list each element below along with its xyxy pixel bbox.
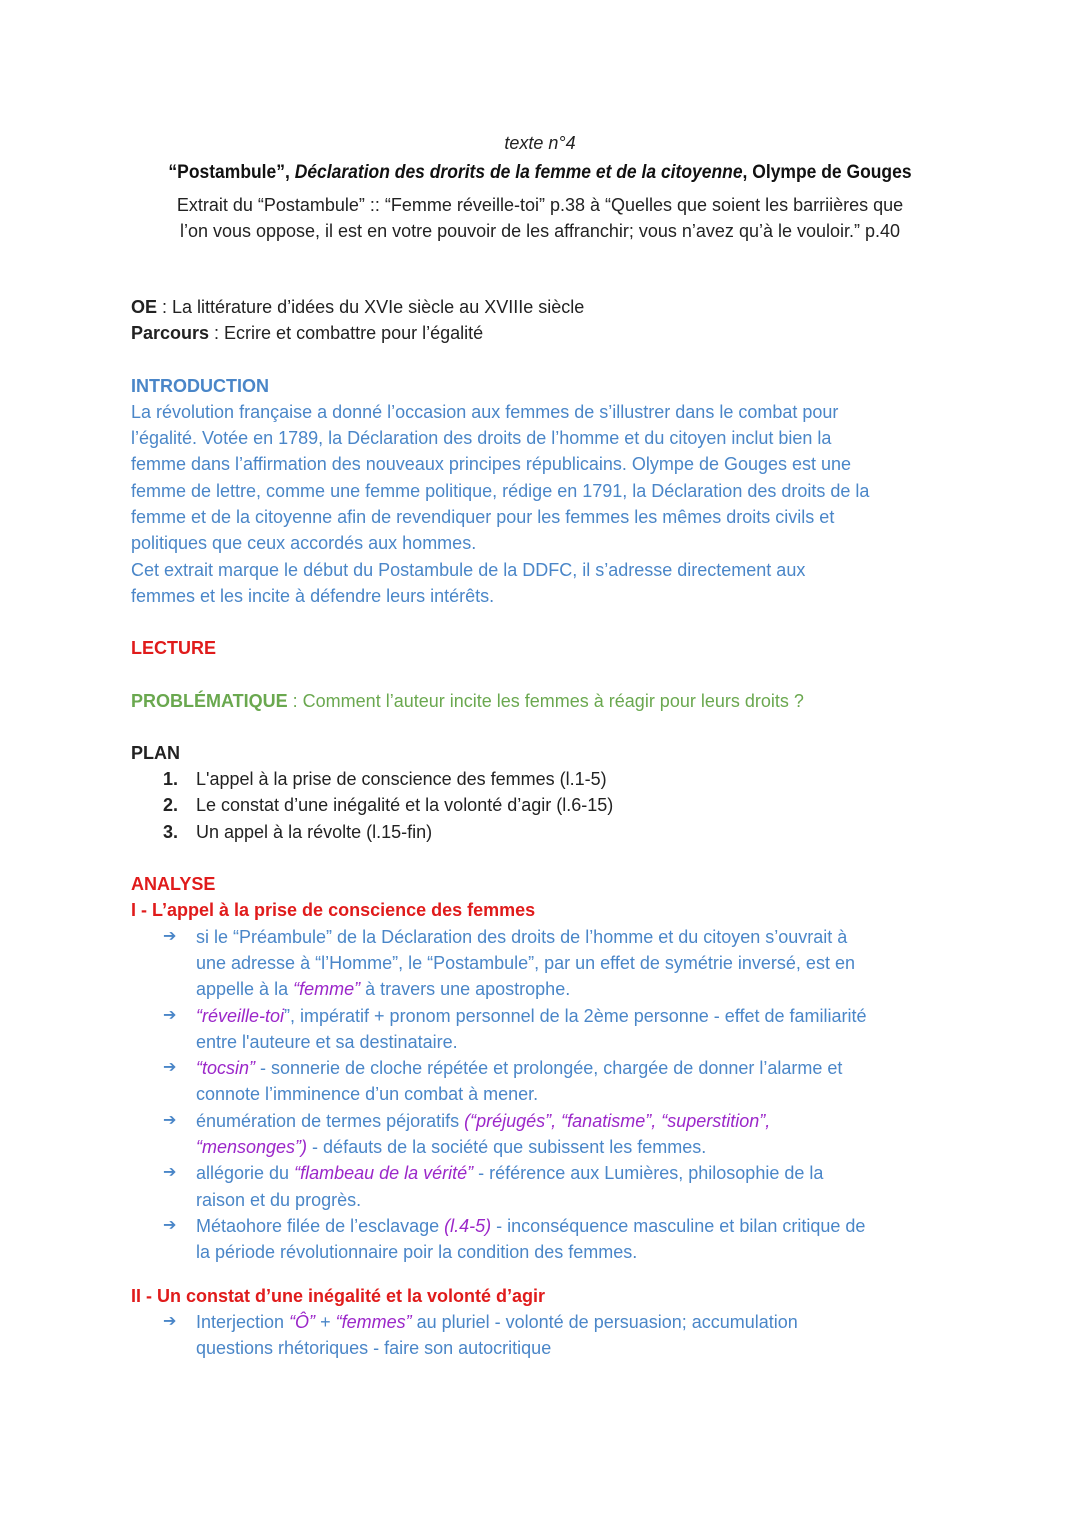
bullet-line: une adresse à “l’Homme”, le “Postambule”, par un effet de symétrie inversé, est en [196, 952, 855, 973]
bullet-text: - inconséquence masculine et bilan critique de [491, 1215, 866, 1236]
problematique [131, 688, 961, 714]
plan-list [131, 766, 961, 845]
quote: “tocsin” [196, 1058, 256, 1079]
arrow-right-icon: ➔ [163, 1111, 177, 1129]
bullet-text: énumération de termes péjoratifs [196, 1110, 465, 1131]
intro-line: femme et de la citoyenne afin de revendiquer pour les femmes les mêmes droits civils et [131, 507, 835, 528]
oe-line [131, 294, 961, 320]
plan-heading: PLAN [131, 742, 180, 763]
bullet-text: Métaohore filée de l’esclavage [196, 1215, 445, 1236]
arrow-right-icon: ➔ [163, 1164, 177, 1182]
text-number: texte n°4 [504, 133, 576, 153]
part2-title: II - Un constat d’une inégalité et la volonté d’agir [131, 1285, 546, 1306]
intro-line: l’égalité. Votée en 1789, la Déclaration des droits de l’homme et du citoyen inclut bien la [131, 428, 832, 449]
quote: “flambeau de la vérité” [294, 1163, 474, 1184]
part2-bullets [131, 1309, 961, 1362]
problematique-label: PROBLÉMATIQUE [131, 690, 288, 711]
analysis-bullet [163, 1055, 961, 1108]
bullet-line [196, 1213, 961, 1239]
quote: (“préjugés”, “fanatisme”, “superstition”, [464, 1110, 771, 1131]
title-italic: Déclaration des drorits de la femme et de la citoyenne [294, 162, 743, 183]
parcours-line [131, 320, 961, 346]
plan-item-text: Le constat d’une inégalité et la volonté d’agir (l.6-15) [196, 795, 614, 816]
quote: “femmes” [335, 1311, 412, 1332]
bullet-line: questions rhétoriques - faire son autocritique [196, 1338, 552, 1359]
bullet-line [196, 1160, 961, 1186]
part1-title: I - L’appel à la prise de conscience des femmes [131, 900, 536, 921]
extract-line: Extrait du “Postambule” :: “Femme réveille-toi” p.38 à “Quelles que soient les barriières que [176, 195, 904, 215]
part1-bullets [131, 924, 961, 1266]
intro-line: femme de lettre, comme une femme politique, rédige en 1791, la Déclaration des droits de la [131, 480, 870, 501]
intro-line: femmes et les incite à défendre leurs intérêts. [131, 585, 495, 606]
bullet-text: à travers une apostrophe. [360, 979, 571, 1000]
bullet-line: entre l'auteure et sa destinataire. [196, 1031, 458, 1052]
bullet-text: - défauts de la société que subissent les femmes. [307, 1137, 707, 1158]
analysis-bullet [163, 1309, 961, 1362]
quote: “Ô” [289, 1311, 316, 1332]
plan-item-number: 2. [163, 795, 179, 816]
title-part2: , Olympe de Gouges [742, 162, 912, 183]
bullet-line [196, 1134, 961, 1160]
plan-item [163, 819, 961, 845]
bullet-text: au pluriel - volonté de persuasion; accumulation [411, 1311, 798, 1332]
document-body [131, 294, 961, 1361]
arrow-right-icon: ➔ [163, 1312, 177, 1330]
bullet-text: allégorie du [196, 1163, 295, 1184]
arrow-right-icon: ➔ [163, 1059, 177, 1077]
plan-item [163, 766, 961, 792]
plan-item-number: 3. [163, 821, 179, 842]
oe-text: : La littérature d’idées du XVIe siècle au XVIIIe siècle [157, 297, 585, 317]
bullet-line [196, 976, 961, 1002]
bullet-line: raison et du progrès. [196, 1189, 362, 1210]
bullet-text: appelle à la [196, 979, 294, 1000]
bullet-line [196, 1309, 961, 1335]
analyse-heading: ANALYSE [131, 874, 216, 895]
analysis-bullet [163, 1003, 961, 1056]
arrow-right-icon: ➔ [163, 1006, 177, 1024]
bullet-line [196, 1003, 961, 1029]
extract-line: l’on vous oppose, il est en votre pouvoir de les affranchir; vous n’avez qu’à le vouloir.” p.40 [179, 221, 901, 241]
quote: “mensonges”) [196, 1137, 308, 1158]
bullet-text: - sonnerie de cloche répétée et prolongée, chargée de donner l’alarme et [255, 1058, 843, 1079]
analysis-bullet [163, 1108, 961, 1161]
intro-line: politiques que ceux accordés aux hommes. [131, 533, 477, 554]
oe-label: OE [131, 297, 158, 317]
bullet-line [196, 1055, 961, 1081]
document-header [0, 130, 1080, 244]
document-title [43, 158, 1037, 188]
parcours-label: Parcours [131, 323, 210, 344]
introduction-heading: INTRODUCTION [131, 375, 269, 396]
bullet-line: connote l’imminence d’un combat à mener. [196, 1084, 539, 1105]
extract-reference [0, 192, 1080, 244]
intro-line: La révolution française a donné l’occasion aux femmes de s’illustrer dans le combat pour [131, 401, 839, 422]
intro-line: femme dans l’affirmation des nouveaux principes républicains. Olympe de Gouges est une [131, 454, 852, 475]
problematique-text: : Comment l’auteur incite les femmes à réagir pour leurs droits ? [287, 690, 804, 711]
bullet-text: - référence aux Lumières, philosophie de la [473, 1163, 824, 1184]
plan-item [163, 792, 961, 818]
bullet-line: la période révolutionnaire poir la condition des femmes. [196, 1242, 638, 1263]
analysis-bullet [163, 924, 961, 1003]
lecture-heading: LECTURE [131, 638, 216, 659]
analysis-bullet [163, 1213, 961, 1266]
analysis-bullet [163, 1160, 961, 1213]
arrow-right-icon: ➔ [163, 927, 177, 945]
parcours-text: : Ecrire et combattre pour l’égalité [209, 323, 484, 344]
title-part1: “Postambule”, [168, 162, 295, 183]
plan-item-text: Un appel à la révolte (l.15-fin) [196, 821, 433, 842]
bullet-line: si le “Préambule” de la Déclaration des droits de l’homme et du citoyen s’ouvrait à [196, 926, 848, 947]
quote: “femme” [293, 979, 361, 1000]
bullet-text: + [315, 1311, 336, 1332]
introduction-text [131, 399, 961, 609]
bullet-text: Interjection [196, 1311, 290, 1332]
bullet-line [196, 1108, 961, 1134]
arrow-right-icon: ➔ [163, 1216, 177, 1234]
bullet-text: ”, impératif + pronom personnel de la 2ème personne - effet de familiarité [284, 1005, 867, 1026]
quote: “réveille-toi [196, 1005, 285, 1026]
quote: (l.4-5) [444, 1215, 492, 1236]
intro-line: Cet extrait marque le début du Postambule de la DDFC, il s’adresse directement aux [131, 559, 806, 580]
plan-item-text: L'appel à la prise de conscience des femmes (l.1-5) [196, 769, 607, 790]
plan-item-number: 1. [163, 769, 179, 790]
